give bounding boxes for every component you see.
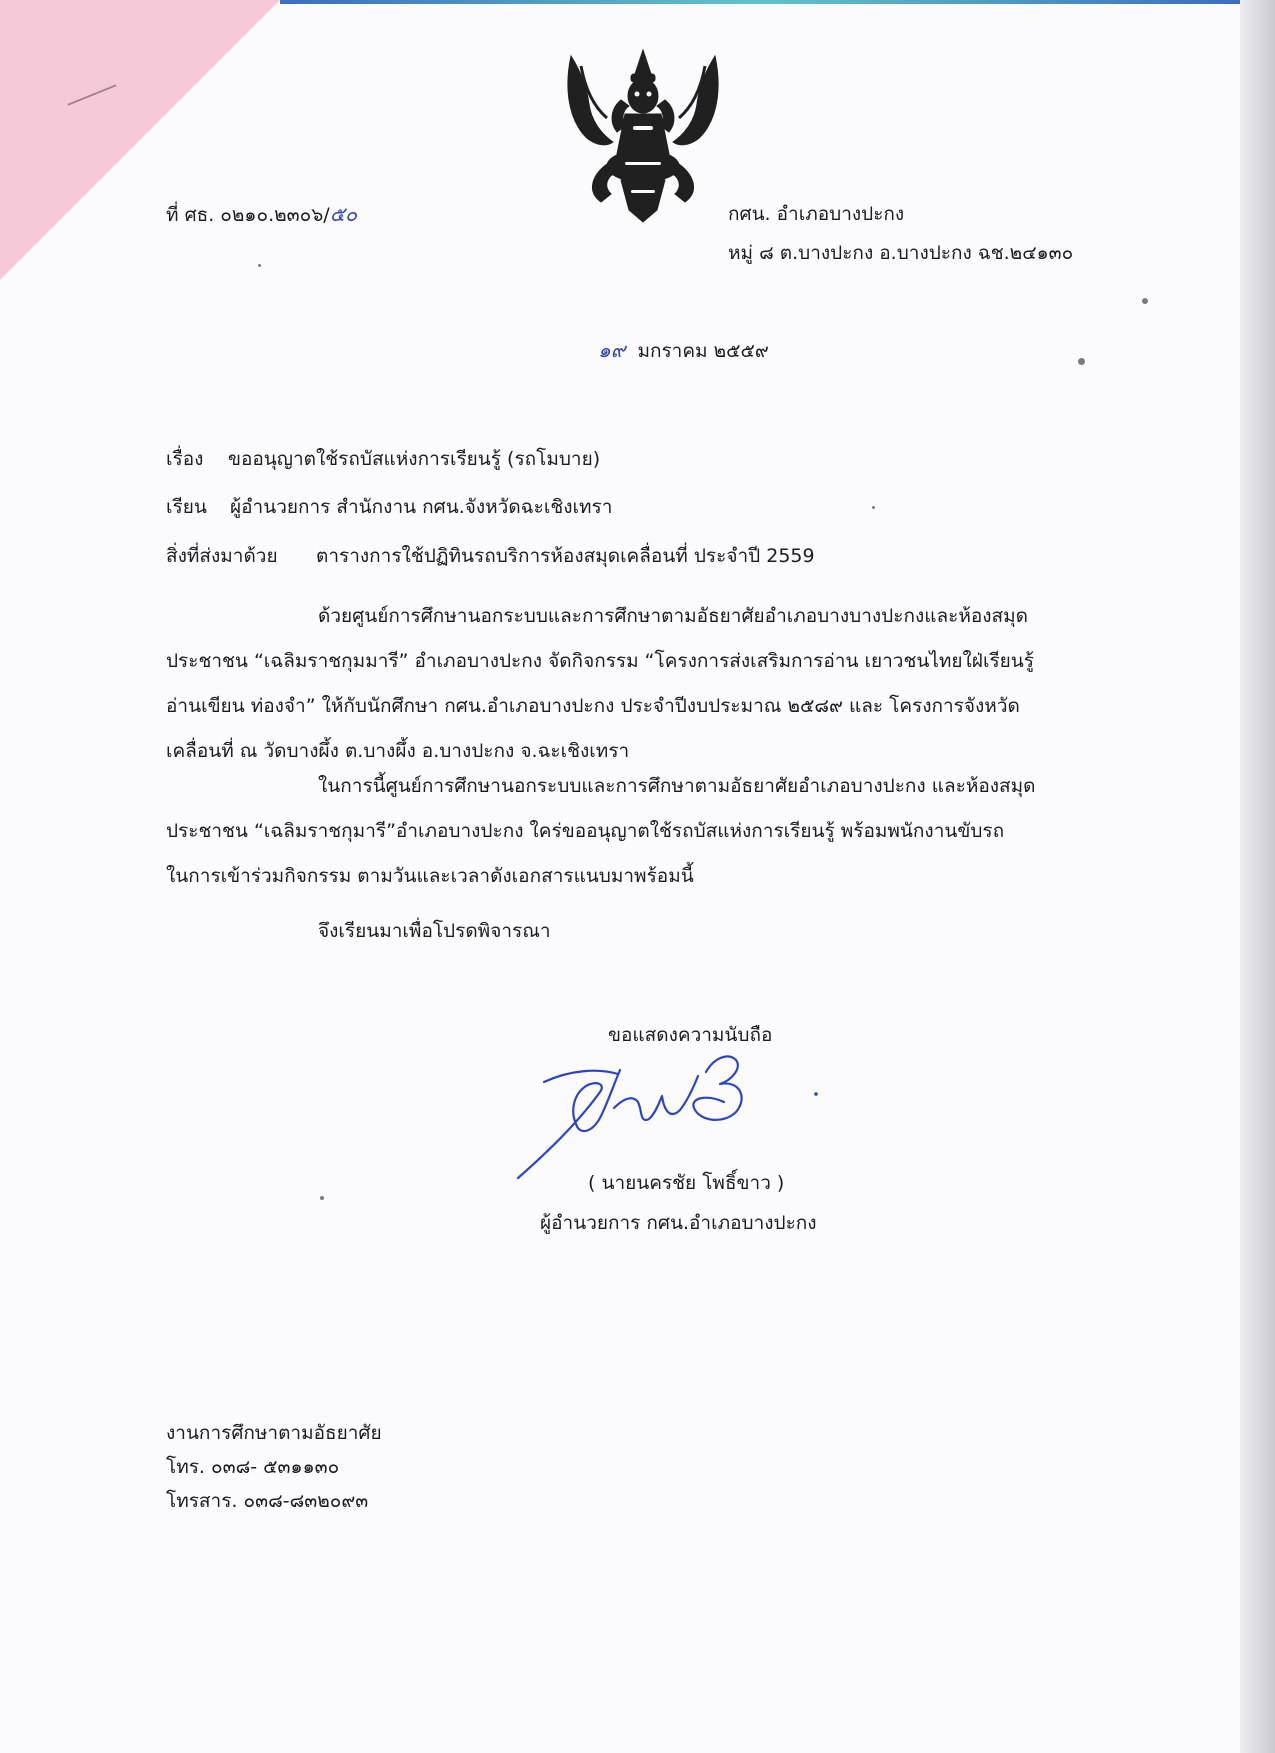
garuda-emblem-icon xyxy=(561,44,725,226)
sender-address: หมู่ ๘ ต.บางปะกง อ.บางปะกง ฉช.๒๔๑๓๐ xyxy=(728,242,1074,264)
body-line: ประชาชน “เฉลิมราชกุมมารี” อำเภอบางปะกง จัดกิจกรรม “โครงการส่งเสริมการอ่าน เยาวชนไทยใฝ่เรียนรู้ xyxy=(166,650,1034,672)
closing-text: ขอแสดงความนับถือ xyxy=(608,1024,773,1046)
scan-edge-shadow xyxy=(1240,0,1275,1753)
reference-number-printed: ที่ ศธ. ๐๒๑๐.๒๓๐๖/ xyxy=(166,204,330,226)
date-month-year: มกราคม ๒๕๕๙ xyxy=(637,340,769,362)
attachment-text: ตารางการใช้ปฏิทินรถบริการห้องสมุดเคลื่อนที่ ประจำปี 2559 xyxy=(316,545,815,567)
subject-text: ขออนุญาตใช้รถบัสแห่งการเรียนรู้ (รถโมบาย) xyxy=(228,448,601,470)
sender-office: กศน. อำเภอบางปะกง xyxy=(728,203,905,225)
scan-speck xyxy=(872,506,875,509)
salutation-label: เรียน xyxy=(166,496,207,518)
attachment-label: สิ่งที่ส่งมาด้วย xyxy=(166,545,278,567)
handwritten-signature xyxy=(510,1040,830,1190)
signer-name: ( นายนครชัย โพธิ์ขาว ) xyxy=(588,1172,785,1194)
footer-fax: โทรสาร. ๐๓๘-๘๓๒๐๙๓ xyxy=(166,1490,369,1512)
scan-speck xyxy=(1078,358,1085,365)
pink-paper-corner xyxy=(0,0,280,280)
body-line: เคลื่อนที่ ณ วัดบางผึ้ง ต.บางผึ้ง อ.บางปะกง จ.ฉะเชิงเทรา xyxy=(166,740,630,762)
body-line: ด้วยศูนย์การศึกษานอกระบบและการศึกษาตามอัธยาศัยอำเภอบางบางปะกงและห้องสมุด xyxy=(318,605,1028,627)
body-line: ในการเข้าร่วมกิจกรรม ตามวันและเวลาดังเอกสารแนบมาพร้อมนี้ xyxy=(166,865,694,887)
body-line: จึงเรียนมาเพื่อโปรดพิจารณา xyxy=(318,920,551,942)
date-day-handwritten: ๑๙ xyxy=(598,338,626,362)
reference-number-handwritten: ๕๐ xyxy=(329,202,358,226)
body-line: ประชาชน “เฉลิมราชกุมารี”อำเภอบางปะกง ใคร่ขออนุญาตใช้รถบัสแห่งการเรียนรู้ พร้อมพนักงานขับรถ xyxy=(166,820,1005,842)
footer-department: งานการศึกษาตามอัธยาศัย xyxy=(166,1422,382,1444)
letter-date xyxy=(598,337,769,364)
scan-speck xyxy=(1142,298,1148,304)
scan-speck xyxy=(258,264,261,267)
scan-speck xyxy=(320,1196,324,1200)
salutation-text: ผู้อำนวยการ สำนักงาน กศน.จังหวัดฉะเชิงเทรา xyxy=(230,496,613,518)
scan-top-edge xyxy=(280,0,1240,4)
reference-number xyxy=(166,201,357,228)
body-line: ในการนี้ศูนย์การศึกษานอกระบบและการศึกษาตามอัธยาศัยอำเภอบางปะกง และห้องสมุด xyxy=(318,775,1036,797)
subject-label: เรื่อง xyxy=(166,448,204,470)
footer-phone: โทร. ๐๓๘- ๕๓๑๑๓๐ xyxy=(166,1456,340,1478)
signer-title: ผู้อำนวยการ กศน.อำเภอบางปะกง xyxy=(540,1212,817,1234)
body-line: อ่านเขียน ท่องจำ” ให้กับนักศึกษา กศน.อำเภอบางปะกง ประจำปีงบประมาณ ๒๕๘๙ และ โครงการจังหวัด xyxy=(166,695,1020,717)
